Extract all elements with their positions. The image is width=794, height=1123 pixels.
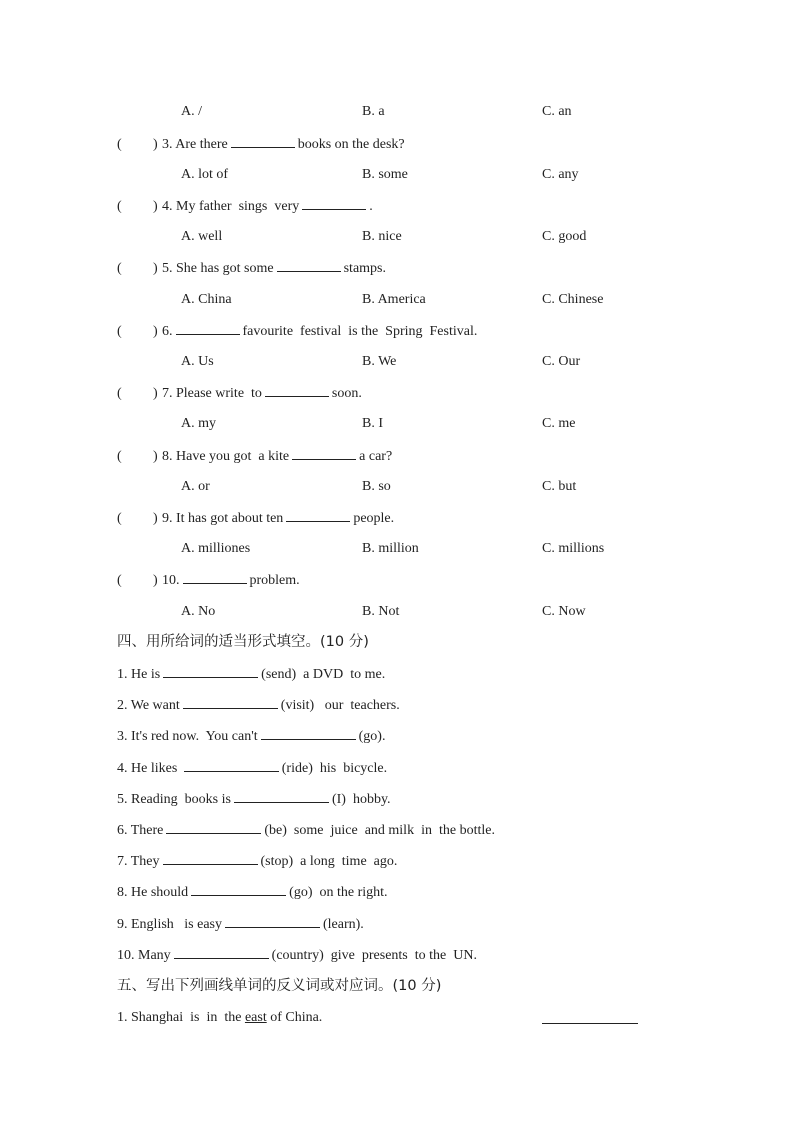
fill-blank[interactable] — [261, 727, 356, 740]
mc-question-4: ( ) 4. My father sings very . — [117, 199, 373, 214]
mc-question-3: ( ) 3. Are there books on the desk? — [117, 137, 405, 152]
fill-item-2: 2. We want (visit) our teachers. — [117, 698, 400, 713]
fill-item-3: 3. It's red now. You can't (go). — [117, 729, 386, 744]
q2-option-c: C. an — [542, 104, 572, 119]
q4-option-a: A. well — [181, 229, 223, 244]
q8-option-c: C. but — [542, 479, 577, 494]
fill-item-5: 5. Reading books is (I) hobby. — [117, 792, 391, 807]
mc-question-10: ( ) 10. problem. — [117, 573, 300, 588]
answer-paren[interactable]: ( ) — [117, 511, 158, 526]
answer-paren[interactable]: ( ) — [117, 573, 158, 588]
fill-blank[interactable] — [225, 915, 320, 928]
q5-option-a: A. China — [181, 292, 232, 307]
fill-item-7: 7. They (stop) a long time ago. — [117, 854, 398, 869]
q9-option-c: C. millions — [542, 541, 605, 556]
q3-option-b: B. some — [362, 167, 408, 182]
q6-option-a: A. Us — [181, 354, 214, 369]
answer-paren[interactable]: ( ) — [117, 137, 158, 152]
q5-option-c: C. Chinese — [542, 292, 604, 307]
answer-paren[interactable]: ( ) — [117, 449, 158, 464]
q6-option-b: B. We — [362, 354, 397, 369]
fill-blank[interactable] — [234, 790, 329, 803]
mc-question-8: ( ) 8. Have you got a kite a car? — [117, 449, 393, 464]
q8-option-b: B. so — [362, 479, 391, 494]
answer-paren[interactable]: ( ) — [117, 261, 158, 276]
mc-question-9: ( ) 9. It has got about ten people. — [117, 511, 395, 526]
answer-paren[interactable]: ( ) — [117, 386, 158, 401]
fill-item-1: 1. He is (send) a DVD to me. — [117, 667, 386, 682]
q7-option-b: B. I — [362, 416, 383, 431]
q5-option-b: B. America — [362, 292, 426, 307]
fill-item-8: 8. He should (go) on the right. — [117, 885, 388, 900]
answer-blank-1[interactable] — [542, 1023, 638, 1024]
q10-option-b: B. Not — [362, 604, 400, 619]
answer-paren[interactable]: ( ) — [117, 199, 158, 214]
fill-blank[interactable] — [166, 821, 261, 834]
antonym-item-1: 1. Shanghai is in the east of China. — [117, 1010, 323, 1025]
q10-option-c: C. Now — [542, 604, 586, 619]
q9-option-a: A. milliones — [181, 541, 251, 556]
fill-blank[interactable] — [174, 946, 269, 959]
section-4-heading: 四、用所给词的适当形式填空。(10 分) — [117, 634, 369, 650]
fill-blank[interactable] — [302, 197, 366, 210]
underlined-word: east — [244, 1010, 267, 1025]
q10-option-a: A. No — [181, 604, 216, 619]
q3-option-c: C. any — [542, 167, 579, 182]
fill-blank[interactable] — [277, 259, 341, 272]
fill-blank[interactable] — [231, 135, 295, 148]
fill-blank[interactable] — [176, 322, 240, 335]
answer-paren[interactable]: ( ) — [117, 324, 158, 339]
q3-option-a: A. lot of — [181, 167, 229, 182]
q2-option-a: A. / — [181, 104, 202, 119]
fill-blank[interactable] — [191, 883, 286, 896]
mc-question-5: ( ) 5. She has got some stamps. — [117, 261, 386, 276]
fill-blank[interactable] — [183, 696, 278, 709]
fill-blank[interactable] — [163, 852, 258, 865]
q7-option-c: C. me — [542, 416, 576, 431]
q7-option-a: A. my — [181, 416, 216, 431]
q4-option-c: C. good — [542, 229, 587, 244]
fill-blank[interactable] — [286, 509, 350, 522]
fill-blank[interactable] — [163, 665, 258, 678]
q9-option-b: B. million — [362, 541, 419, 556]
fill-item-10: 10. Many (country) give presents to the UN. — [117, 948, 477, 963]
fill-item-4: 4. He likes (ride) his bicycle. — [117, 761, 388, 776]
q6-option-c: C. Our — [542, 354, 581, 369]
fill-blank[interactable] — [292, 447, 356, 460]
fill-blank[interactable] — [265, 384, 329, 397]
q8-option-a: A. or — [181, 479, 210, 494]
mc-question-6: ( ) 6. favourite festival is the Spring Festival. — [117, 324, 478, 339]
fill-item-6: 6. There (be) some juice and milk in the bottle. — [117, 823, 495, 838]
fill-item-9: 9. English is easy (learn). — [117, 917, 364, 932]
fill-blank[interactable] — [184, 759, 279, 772]
section-5-heading: 五、写出下列画线单词的反义词或对应词。(10 分) — [117, 978, 442, 994]
q2-option-b: B. a — [362, 104, 385, 119]
q4-option-b: B. nice — [362, 229, 402, 244]
mc-question-7: ( ) 7. Please write to soon. — [117, 386, 362, 401]
fill-blank[interactable] — [183, 571, 247, 584]
